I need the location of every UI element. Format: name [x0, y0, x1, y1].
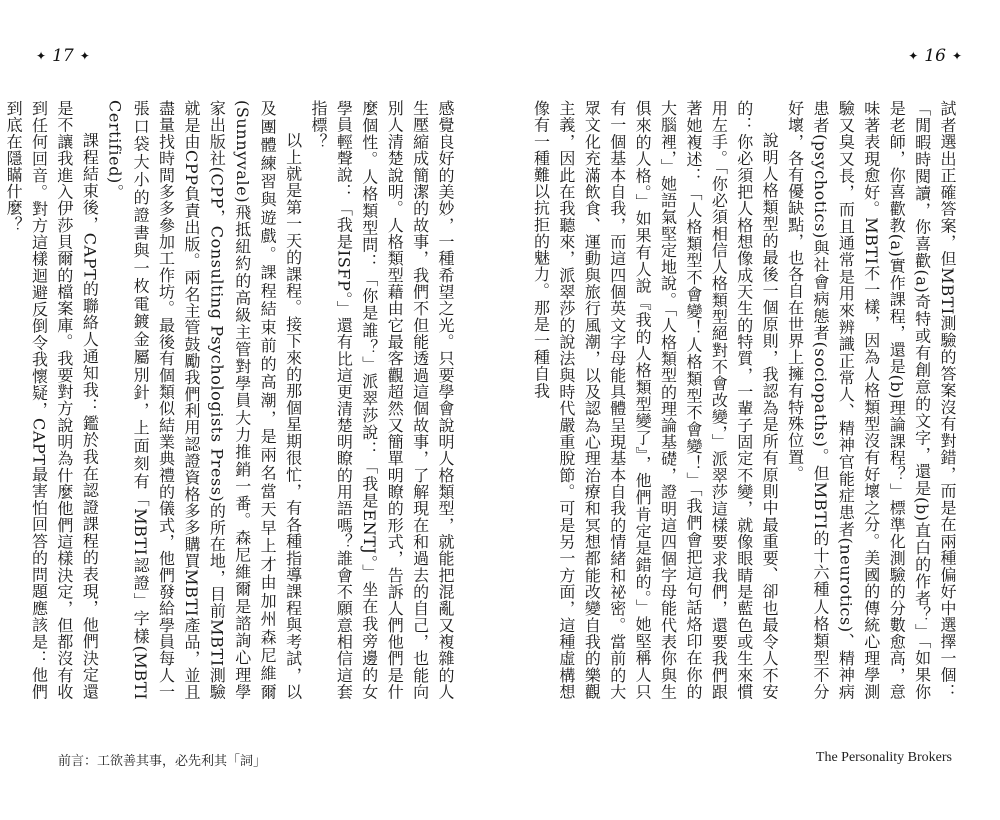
paragraph: 以上就是第一天的課程。接下來的那個星期很忙，有各種指導課程與考試，以及團體練習與遊戲。課程結束前的高潮，是兩名當天早上才由加州森尼維爾(Sunnyvale)飛抵紐約的高級主管對學員大力推銷一番。森尼維爾是諮詢心理學家出版社(CPP，Consulting Psychologists Press)的所在地，目前MBTI測驗就是由CPP負責出版。兩名主管鼓勵我們利用認證資格多多購買MBTI產品，並且盡量找時間多多參加工作坊。最後有個類似結業典禮的儀式，他們發給學員每人一張口袋大小的證書與一枚電鍍金屬別針，上面刻有「MBTI認證」字樣(MBTI Certified)。 [105, 100, 303, 700]
running-footer-left: 前言：工欲善其事，必先利其「詞」 [58, 754, 267, 769]
paragraph: 感覺良好的美妙，一種希望之光。只要學會說明人格類型，就能把混亂又複雜的人生壓縮成簡潔的故事，我們不但能透過這個故事，了解現在和過去的自己，也能向別人清楚說明。人格類型藉由它最客觀超然又簡單明瞭的形式，告訴人們他們是什麼個性。人格類型問：「你是誰？」派翠莎說：「我是ENTJ。」坐在我旁邊的女學員輕聲說：「我是ISFP。」還有比這更清楚明瞭的用語嗎？誰會不願意相信這套指標？ [308, 100, 455, 700]
diamond-ornament-icon: ✦ [908, 49, 919, 63]
right-page [500, 0, 1000, 820]
paragraph: 課程結束後，CAPT的聯絡人通知我：鑑於我在認證課程的表現，他們決定還是不讓我進入伊莎貝爾的檔案庫。我要對方說明為什麼他們這樣決定，但都沒有收到任何回音。對方這樣迴避反倒令我懷疑，CAPT最害怕回答的問題應該是：他們到底在隱瞞什麼？ [4, 100, 100, 700]
page-number-text: 16 [924, 46, 946, 66]
page-number-right [908, 46, 962, 66]
page-number-text: 17 [52, 46, 74, 66]
diamond-ornament-icon: ✦ [951, 49, 962, 63]
running-footer-right: The Personality Brokers [815, 750, 952, 765]
page-number-left [36, 46, 90, 66]
paragraph: 試者選出正確答案，但MBTI測驗的答案沒有對錯，而是在兩種偏好中選擇一個：「閒暇時閱讀，你喜歡(a)奇特或有創意的文字，還是(b)直白的作者？」「如果你是老師，你喜歡教(a)實作課程，還是(b)理論課程？」標準化測驗的分數愈高，意味著表現愈好。MBTI不一樣，因為人格類型沒有好壞之分。美國的傳統心理學測驗又臭又長，而且通常是用來辨識正常人、精神官能症患者(neurotics)、精神病患者(psychotics)與社會病態者(sociopaths)。但MBTI的十六種人格類型不分好壞，各有優缺點，也各自在世界上擁有特殊位置。 [785, 100, 957, 700]
diamond-ornament-icon: ✦ [79, 49, 90, 63]
body-text-right [531, 100, 960, 700]
paragraph: 說明人格類型的最後一個原則，我認為是所有原則中最重要、卻也最令人不安的：你必須把人格想像成天生的特質，一輩子固定不變，就像眼睛是藍色或生來慣用左手。「你必須相信人格類型絕對不會改變，」派翠莎這樣要求我們，還要我們跟著她複述：「人格類型不會變！人格類型不會變！」「我們會把這句話烙印在你的大腦裡，」她語氣堅定地說。「人格類型的理論基礎，證明這四個字母能代表你與生俱來的人格。」如果有人說『我的人格類型變了』，他們肯定是錯的。」她堅稱人只有一個基本自我，而這四個英文字母能具體呈現基本自我的情緒和祕密。當前的大眾文化充滿飲食、運動與旅行風潮，以及認為心理治療和冥想都能改變自我的樂觀主義，因此在我聽來，派翠莎的說法與時代嚴重脫節。可是另一方面，這種虛構想像有一種難以抗拒的魅力。那是一種自我 [531, 100, 780, 700]
body-text-left [4, 100, 458, 700]
diamond-ornament-icon: ✦ [36, 49, 47, 63]
